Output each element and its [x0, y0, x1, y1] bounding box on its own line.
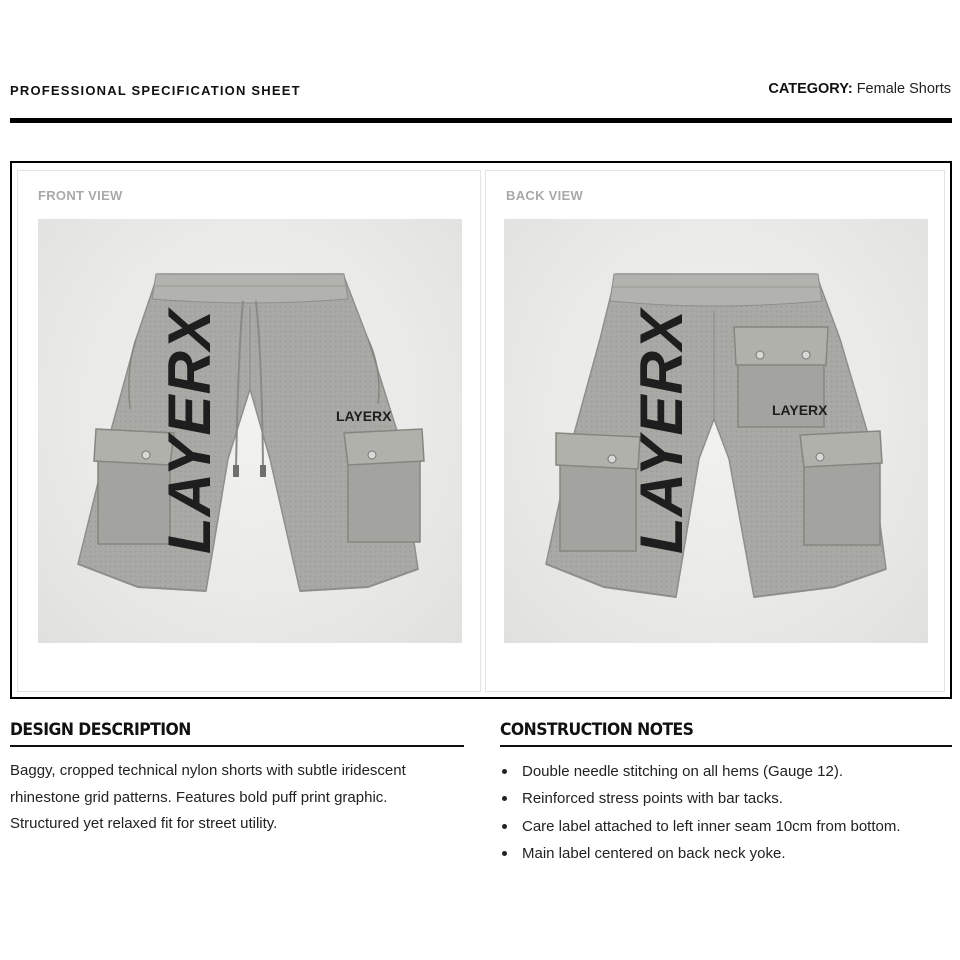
header-divider — [10, 118, 952, 123]
construction-heading-rule — [500, 745, 952, 747]
list-item: Reinforced stress points with bar tacks. — [500, 785, 901, 812]
back-view-image — [504, 219, 928, 643]
sheet-title: PROFESSIONAL SPECIFICATION SHEET — [10, 83, 301, 98]
design-description-heading: DESIGN DESCRIPTION — [10, 720, 191, 740]
back-view-panel — [485, 170, 945, 692]
views-frame — [10, 161, 952, 699]
category-field — [768, 81, 951, 97]
list-item: Double needle stitching on all hems (Gauge 12). — [500, 758, 901, 785]
front-view-label: FRONT VIEW — [38, 188, 123, 203]
back-small-brand-print: LAYERX — [772, 402, 828, 418]
construction-notes-list — [500, 758, 901, 867]
list-item: Care label attached to left inner seam 10cm from bottom. — [500, 813, 901, 840]
list-item: Main label centered on back neck yoke. — [500, 840, 901, 867]
back-large-brand-print: LAYERX — [628, 309, 695, 554]
front-large-brand-print: LAYERX — [156, 309, 223, 554]
front-view-panel — [17, 170, 481, 692]
category-label: CATEGORY: — [768, 81, 853, 97]
design-heading-rule — [10, 745, 464, 747]
front-small-brand-print: LAYERX — [336, 408, 392, 424]
design-description-text: Baggy, cropped technical nylon shorts with subtle iridescent rhinestone grid patterns. Features bold puff print graphic. Structured yet relaxed fit for street utility. — [10, 762, 406, 832]
category-value: Female Shorts — [856, 81, 951, 97]
construction-notes-heading: CONSTRUCTION NOTES — [500, 720, 694, 740]
front-view-image — [38, 219, 462, 643]
back-view-label: BACK VIEW — [506, 188, 584, 203]
